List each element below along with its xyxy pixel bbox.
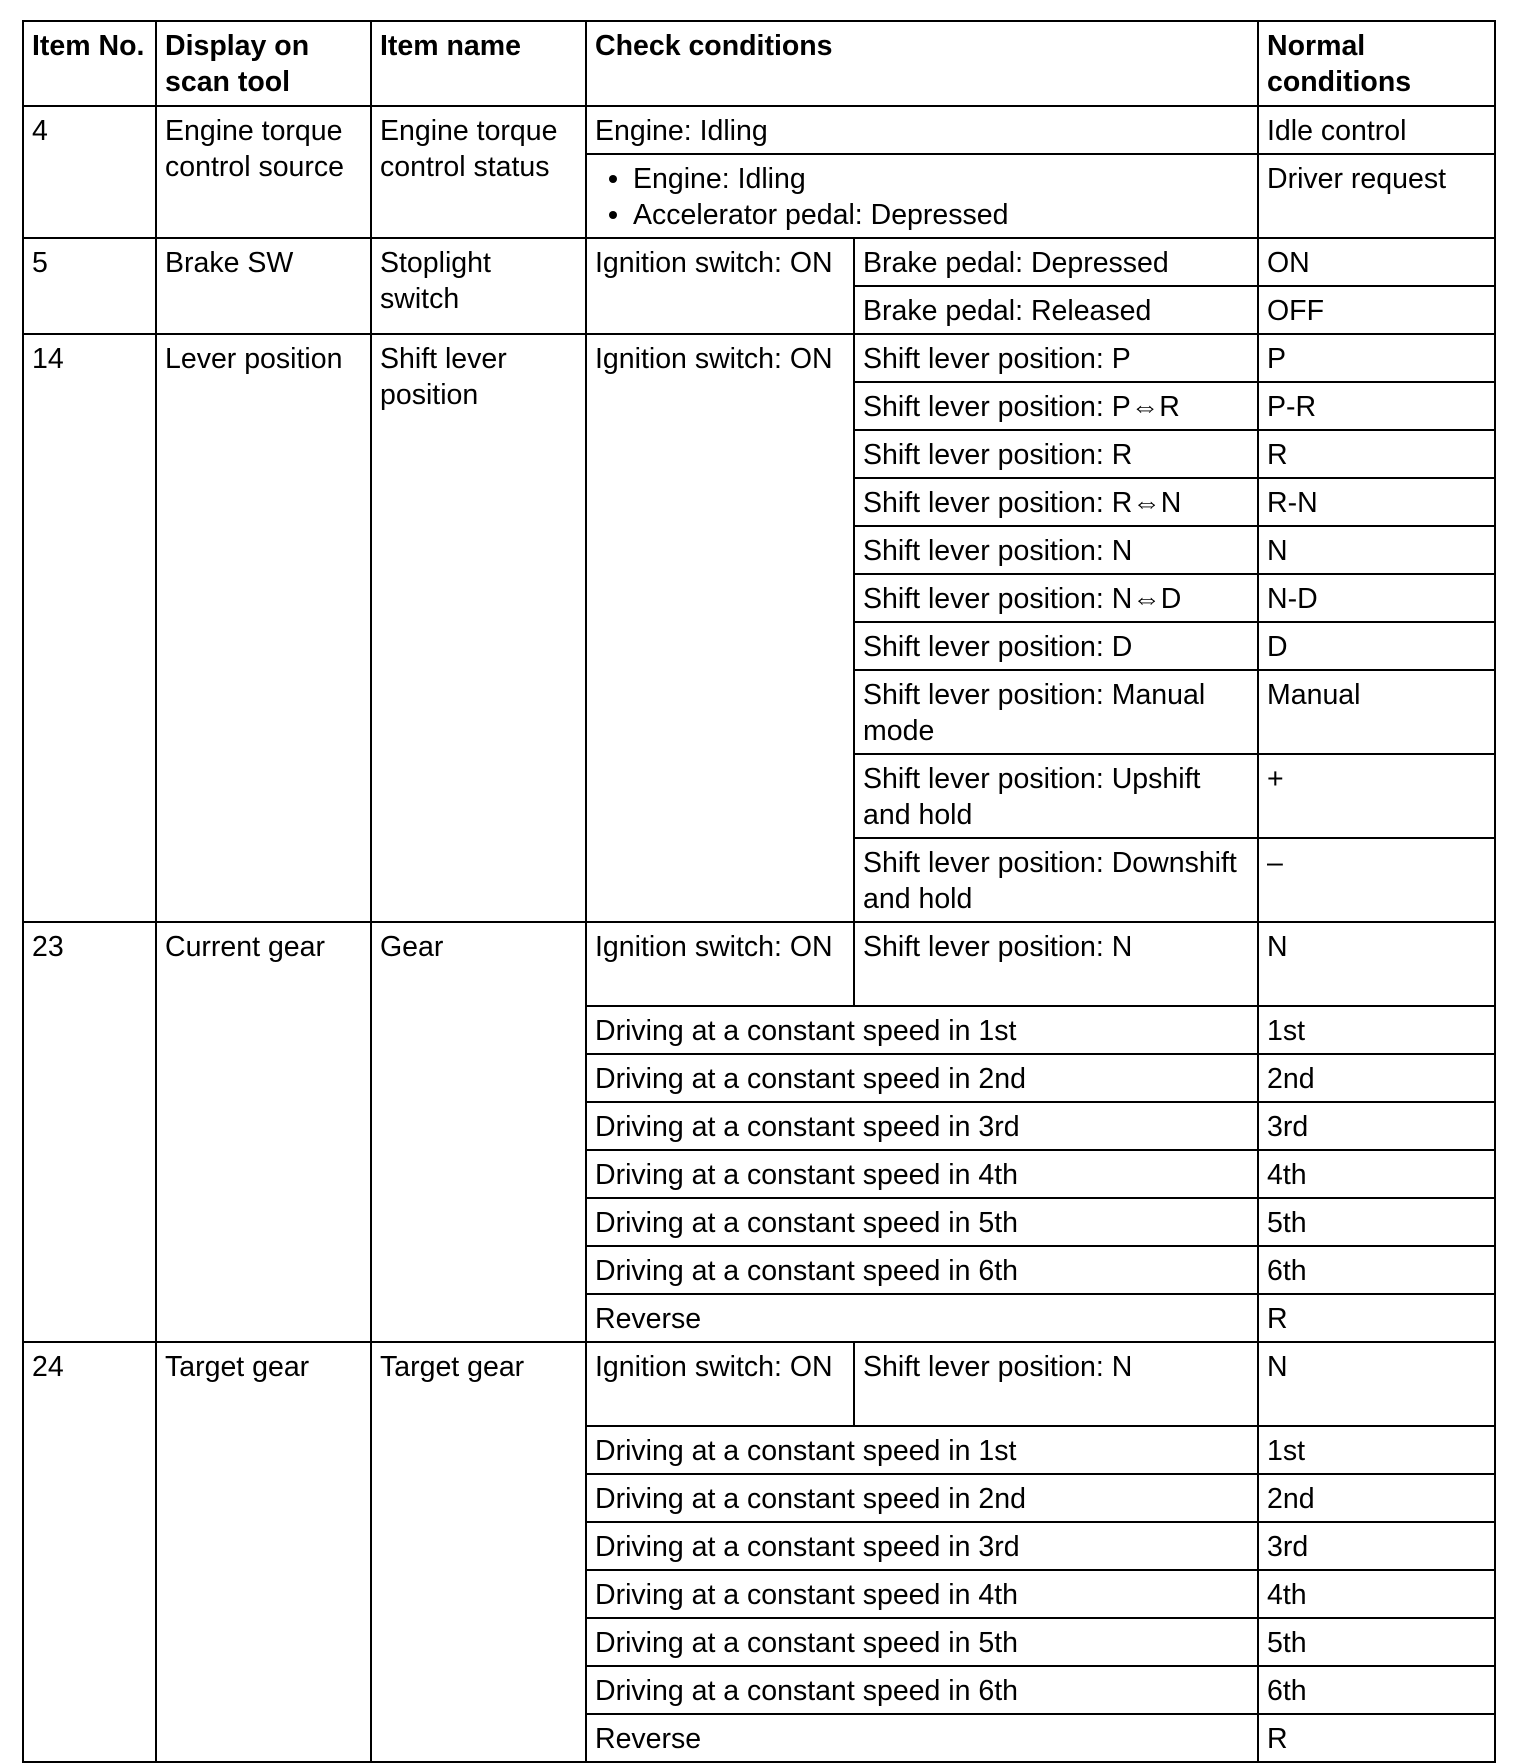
normal-condition: + [1258, 754, 1495, 838]
check-condition: Shift lever position: D [854, 622, 1258, 670]
check-condition: Driving at a constant speed in 4th [586, 1570, 1258, 1618]
check-condition: Driving at a constant speed in 1st [586, 1426, 1258, 1474]
check-condition: Driving at a constant speed in 3rd [586, 1522, 1258, 1570]
normal-condition: Idle control [1258, 106, 1495, 154]
scan-tool-display: Current gear [156, 922, 371, 1342]
header-display-on-scan-tool: Display on scan tool [156, 21, 371, 106]
item-name: Engine torque control status [371, 106, 586, 238]
condition-bullet-list [595, 161, 1249, 233]
normal-condition: 4th [1258, 1150, 1495, 1198]
normal-condition: N [1258, 526, 1495, 574]
check-condition: Shift lever position: N [854, 922, 1258, 1006]
check-condition: Shift lever position: P⇔R [854, 382, 1258, 430]
normal-condition: 2nd [1258, 1474, 1495, 1522]
normal-condition: R-N [1258, 478, 1495, 526]
check-condition: Driving at a constant speed in 4th [586, 1150, 1258, 1198]
item-number: 23 [23, 922, 156, 1342]
check-condition: Reverse [586, 1294, 1258, 1342]
scan-tool-display: Brake SW [156, 238, 371, 334]
check-condition: Engine: Idling [586, 106, 1258, 154]
check-condition: Shift lever position: R⇔N [854, 478, 1258, 526]
normal-condition: D [1258, 622, 1495, 670]
check-condition: Driving at a constant speed in 1st [586, 1006, 1258, 1054]
condition-group: Ignition switch: ON [586, 238, 854, 334]
check-condition: Driving at a constant speed in 3rd [586, 1102, 1258, 1150]
check-condition: Shift lever position: Upshift and hold [854, 754, 1258, 838]
normal-condition: ON [1258, 238, 1495, 286]
table-row [23, 1342, 1495, 1426]
condition-group: Ignition switch: ON [586, 334, 854, 922]
check-condition: Shift lever position: N⇔D [854, 574, 1258, 622]
normal-condition: 3rd [1258, 1102, 1495, 1150]
item-number: 5 [23, 238, 156, 334]
item-name: Gear [371, 922, 586, 1342]
header-row [23, 21, 1495, 106]
header-item-no: Item No. [23, 21, 156, 106]
check-condition: Reverse [586, 1714, 1258, 1762]
header-item-name: Item name [371, 21, 586, 106]
normal-condition: Driver request [1258, 154, 1495, 238]
item-name: Target gear [371, 1342, 586, 1762]
normal-condition: R [1258, 1294, 1495, 1342]
normal-condition: 6th [1258, 1666, 1495, 1714]
header-normal-conditions: Normal conditions [1258, 21, 1495, 106]
check-condition: Driving at a constant speed in 6th [586, 1246, 1258, 1294]
check-condition: Driving at a constant speed in 5th [586, 1618, 1258, 1666]
scan-tool-display: Target gear [156, 1342, 371, 1762]
normal-condition: R [1258, 1714, 1495, 1762]
normal-condition: P [1258, 334, 1495, 382]
check-condition: Driving at a constant speed in 6th [586, 1666, 1258, 1714]
table-row [23, 238, 1495, 286]
check-condition: Shift lever position: R [854, 430, 1258, 478]
item-number: 4 [23, 106, 156, 238]
check-condition: Driving at a constant speed in 5th [586, 1198, 1258, 1246]
item-name: Stoplight switch [371, 238, 586, 334]
item-number: 14 [23, 334, 156, 922]
normal-condition: 5th [1258, 1198, 1495, 1246]
normal-condition: N [1258, 922, 1495, 1006]
normal-condition: N-D [1258, 574, 1495, 622]
check-condition: Driving at a constant speed in 2nd [586, 1054, 1258, 1102]
normal-condition: 2nd [1258, 1054, 1495, 1102]
check-condition: Shift lever position: P [854, 334, 1258, 382]
normal-condition: R [1258, 430, 1495, 478]
item-name: Shift lever position [371, 334, 586, 922]
check-condition: Shift lever position: N [854, 526, 1258, 574]
item-number: 24 [23, 1342, 156, 1762]
condition-group: Ignition switch: ON [586, 1342, 854, 1426]
check-condition: Driving at a constant speed in 2nd [586, 1474, 1258, 1522]
normal-condition: Manual [1258, 670, 1495, 754]
normal-condition: P-R [1258, 382, 1495, 430]
condition-group: Ignition switch: ON [586, 922, 854, 1006]
normal-condition: 3rd [1258, 1522, 1495, 1570]
list-item: Engine: Idling [595, 161, 1249, 197]
normal-condition: 1st [1258, 1006, 1495, 1054]
normal-condition: OFF [1258, 286, 1495, 334]
list-item: Accelerator pedal: Depressed [595, 197, 1249, 233]
normal-condition: 4th [1258, 1570, 1495, 1618]
check-condition: Brake pedal: Released [854, 286, 1258, 334]
scan-tool-display: Lever position [156, 334, 371, 922]
table-row [23, 106, 1495, 154]
table-row [23, 334, 1495, 382]
normal-condition: – [1258, 838, 1495, 922]
table-row [23, 922, 1495, 1006]
check-condition: Brake pedal: Depressed [854, 238, 1258, 286]
normal-condition: 6th [1258, 1246, 1495, 1294]
normal-condition: 1st [1258, 1426, 1495, 1474]
scan-tool-data-table [22, 20, 1496, 1763]
normal-condition: N [1258, 1342, 1495, 1426]
scan-tool-display: Engine torque control source [156, 106, 371, 238]
normal-condition: 5th [1258, 1618, 1495, 1666]
check-condition: Shift lever position: Downshift and hold [854, 838, 1258, 922]
check-condition: Shift lever position: N [854, 1342, 1258, 1426]
check-condition [586, 154, 1258, 238]
check-condition: Shift lever position: Manual mode [854, 670, 1258, 754]
header-check-conditions: Check conditions [586, 21, 1258, 106]
